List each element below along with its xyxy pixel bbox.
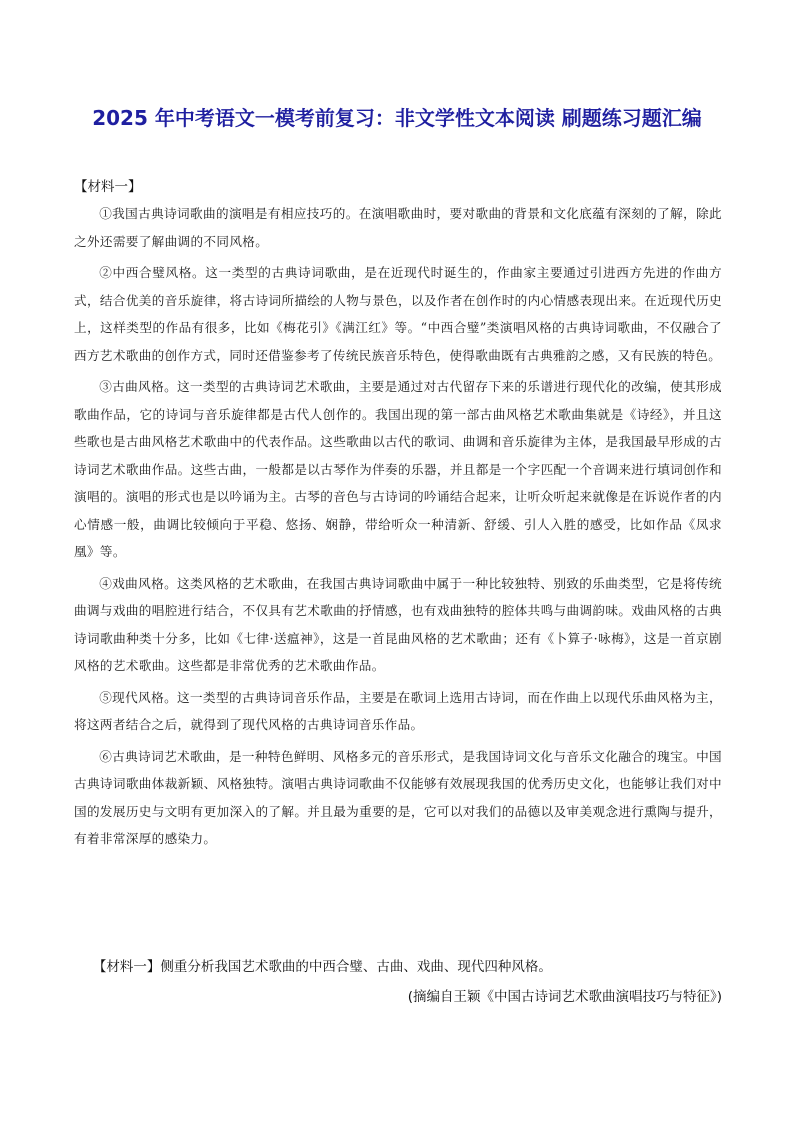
section-label: 【材料一】 bbox=[74, 179, 142, 195]
paragraph-4: ④戏曲风格。这类风格的艺术歌曲，在我国古典诗词歌曲中属于一种比较独特、别致的乐曲类型，它是将传统曲调与戏曲的唱腔进行结合，不仅具有艺术歌曲的抒情感，也有戏曲独特的腔体共鸣与曲调韵味。戏曲风格的古典诗词歌曲种类十分多，比如《七律·送瘟神》，这是一首昆曲风格的艺术歌曲；还有《卜算子·咏梅》，这是一首京剧风格的艺术歌曲。这些都是非常优秀的艺术歌曲作品。 bbox=[74, 575, 722, 673]
paragraph-2: ②中西合璧风格。这一类型的古典诗词歌曲，是在近现代时诞生的，作曲家主要通过引进西方先进的作曲方式，结合优美的音乐旋律，将古诗词所描绘的人物与景色，以及作者在创作时的内心情感表现出来。在近现代历史上，这样类型的作品有很多，比如《梅花引》《满江红》等。“中西合璧”类演唱风格的古典诗词歌曲，不仅融合了西方艺术歌曲的创作方式，同时还借鉴参考了传统民族音乐特色，使得歌曲既有古典雅韵之感，又有民族的特色。 bbox=[74, 265, 722, 363]
source-citation: (摘编自王颖《中国古诗词艺术歌曲演唱技巧与特征》) bbox=[407, 989, 722, 1005]
paragraph-1: ①我国古典诗词歌曲的演唱是有相应技巧的。在演唱歌曲时，要对歌曲的背景和文化底蕴有深刻的了解，除此之外还需要了解曲调的不同风格。 bbox=[74, 206, 722, 249]
summary-note: 【材料一】侧重分析我国艺术歌曲的中西合璧、古曲、戏曲、现代四种风格。 bbox=[92, 959, 552, 975]
paragraph-6: ⑥古典诗词艺术歌曲，是一种特色鲜明、风格多元的音乐形式，是我国诗词文化与音乐文化融合的瑰宝。中国古典诗词歌曲体裁新颖、风格独特。演唱古典诗词歌曲不仅能够有效展现我国的优秀历史文化，也能够让我们对中国的发展历史与文明有更加深入的了解。并且最为重要的是，它可以对我们的品德以及审美观念进行熏陶与提升，有着非常深厚的感染力。 bbox=[74, 748, 722, 846]
paragraph-5: ⑤现代风格。这一类型的古典诗词音乐作品，主要是在歌词上选用古诗词，而在作曲上以现代乐曲风格为主，将这两者结合之后，就得到了现代风格的古典诗词音乐作品。 bbox=[74, 689, 722, 732]
article-body bbox=[74, 200, 722, 857]
document-title: 2025 年中考语文一模考前复习：非文学性文本阅读 刷题练习题汇编 bbox=[92, 106, 702, 130]
paragraph-3: ③古曲风格。这一类型的古典诗词艺术歌曲，主要是通过对古代留存下来的乐谱进行现代化的改编，使其形成歌曲作品，它的诗词与音乐旋律都是古代人创作的。我国出现的第一部古曲风格艺术歌曲集就是《诗经》，并且这些歌也是古曲风格艺术歌曲中的代表作品。这些歌曲以古代的歌词、曲调和音乐旋律为主体，是我国最早形成的古诗词艺术歌曲作品。这些古曲，一般都是以古琴作为伴奏的乐器，并且都是一个字匹配一个音调来进行填词创作和演唱的。演唱的形式也是以吟诵为主。古琴的音色与古诗词的吟诵结合起来，让听众听起来就像是在诉说作者的内心情感一般，曲调比较倾向于平稳、悠扬、娴静，带给听众一种清新、舒缓、引人入胜的感受，比如作品《凤求凰》等。 bbox=[74, 379, 722, 559]
